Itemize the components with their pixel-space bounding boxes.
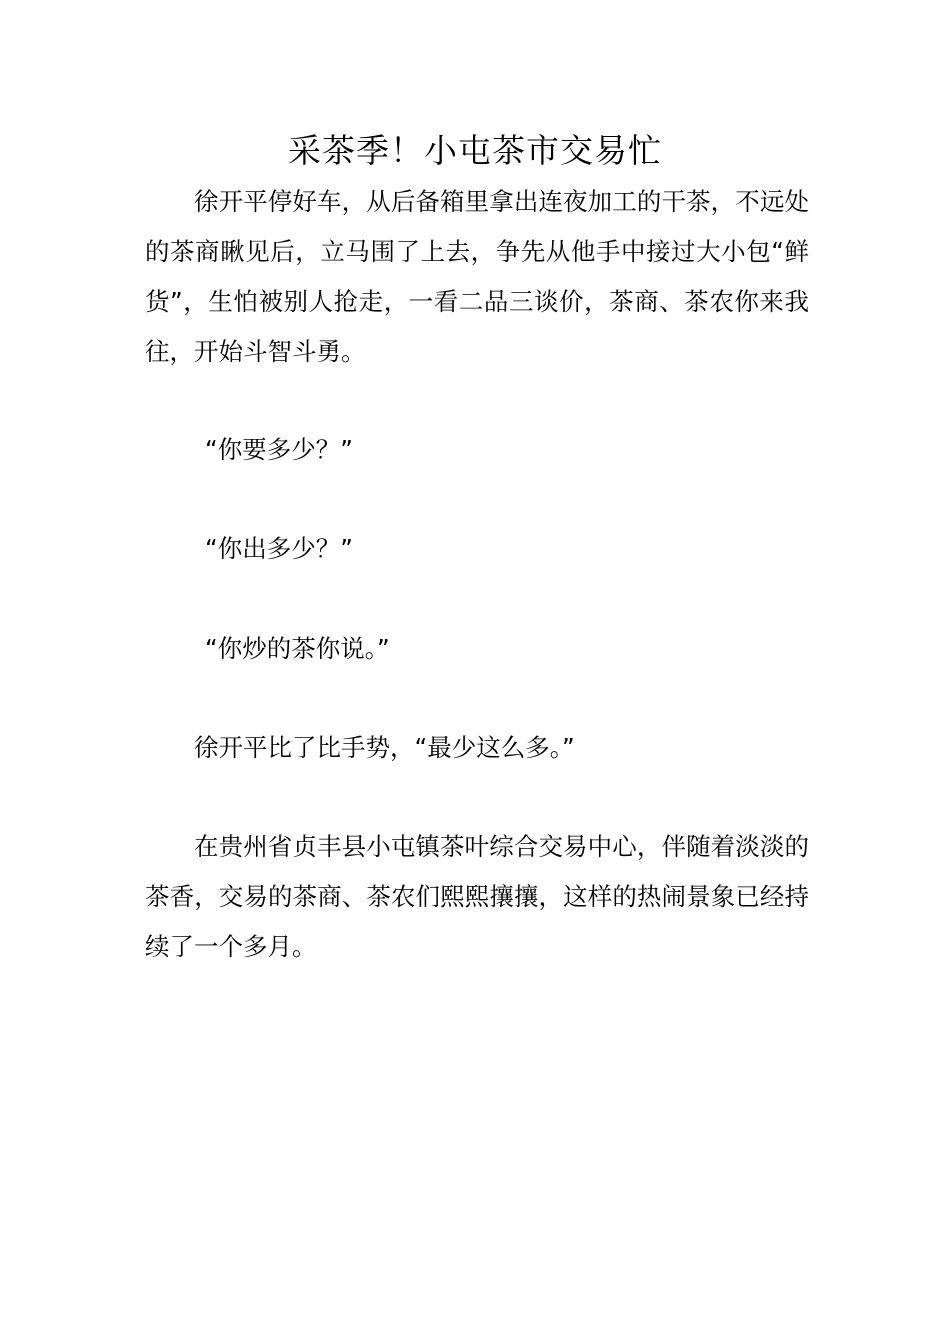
paragraph-market: 在贵州省贞丰县小屯镇茶叶综合交易中心，伴随着淡淡的茶香，交易的茶商、茶农们熙熙攘攘，这样的热闹景象已经持续了一个多月。 [145,832,809,961]
paragraph-dialogue-1: “你要多少？” [205,435,353,464]
paragraph-dialogue-2: “你出多少？” [205,534,353,563]
paragraph-intro: 徐开平停好车，从后备箱里拿出连夜加工的干茶，不远处的茶商瞅见后，立马围了上去，争先从他手中接过大小包“鲜货”，生怕被别人抢走，一看二品三谈价，茶商、茶农你来我往，开始斗智斗勇。 [145,187,809,366]
paragraph-gesture: 徐开平比了比手势，“最少这么多。” [194,733,575,762]
page-title: 采茶季！小屯茶市交易忙 [288,131,662,170]
paragraph-dialogue-3: “你炒的茶你说。” [205,634,390,663]
